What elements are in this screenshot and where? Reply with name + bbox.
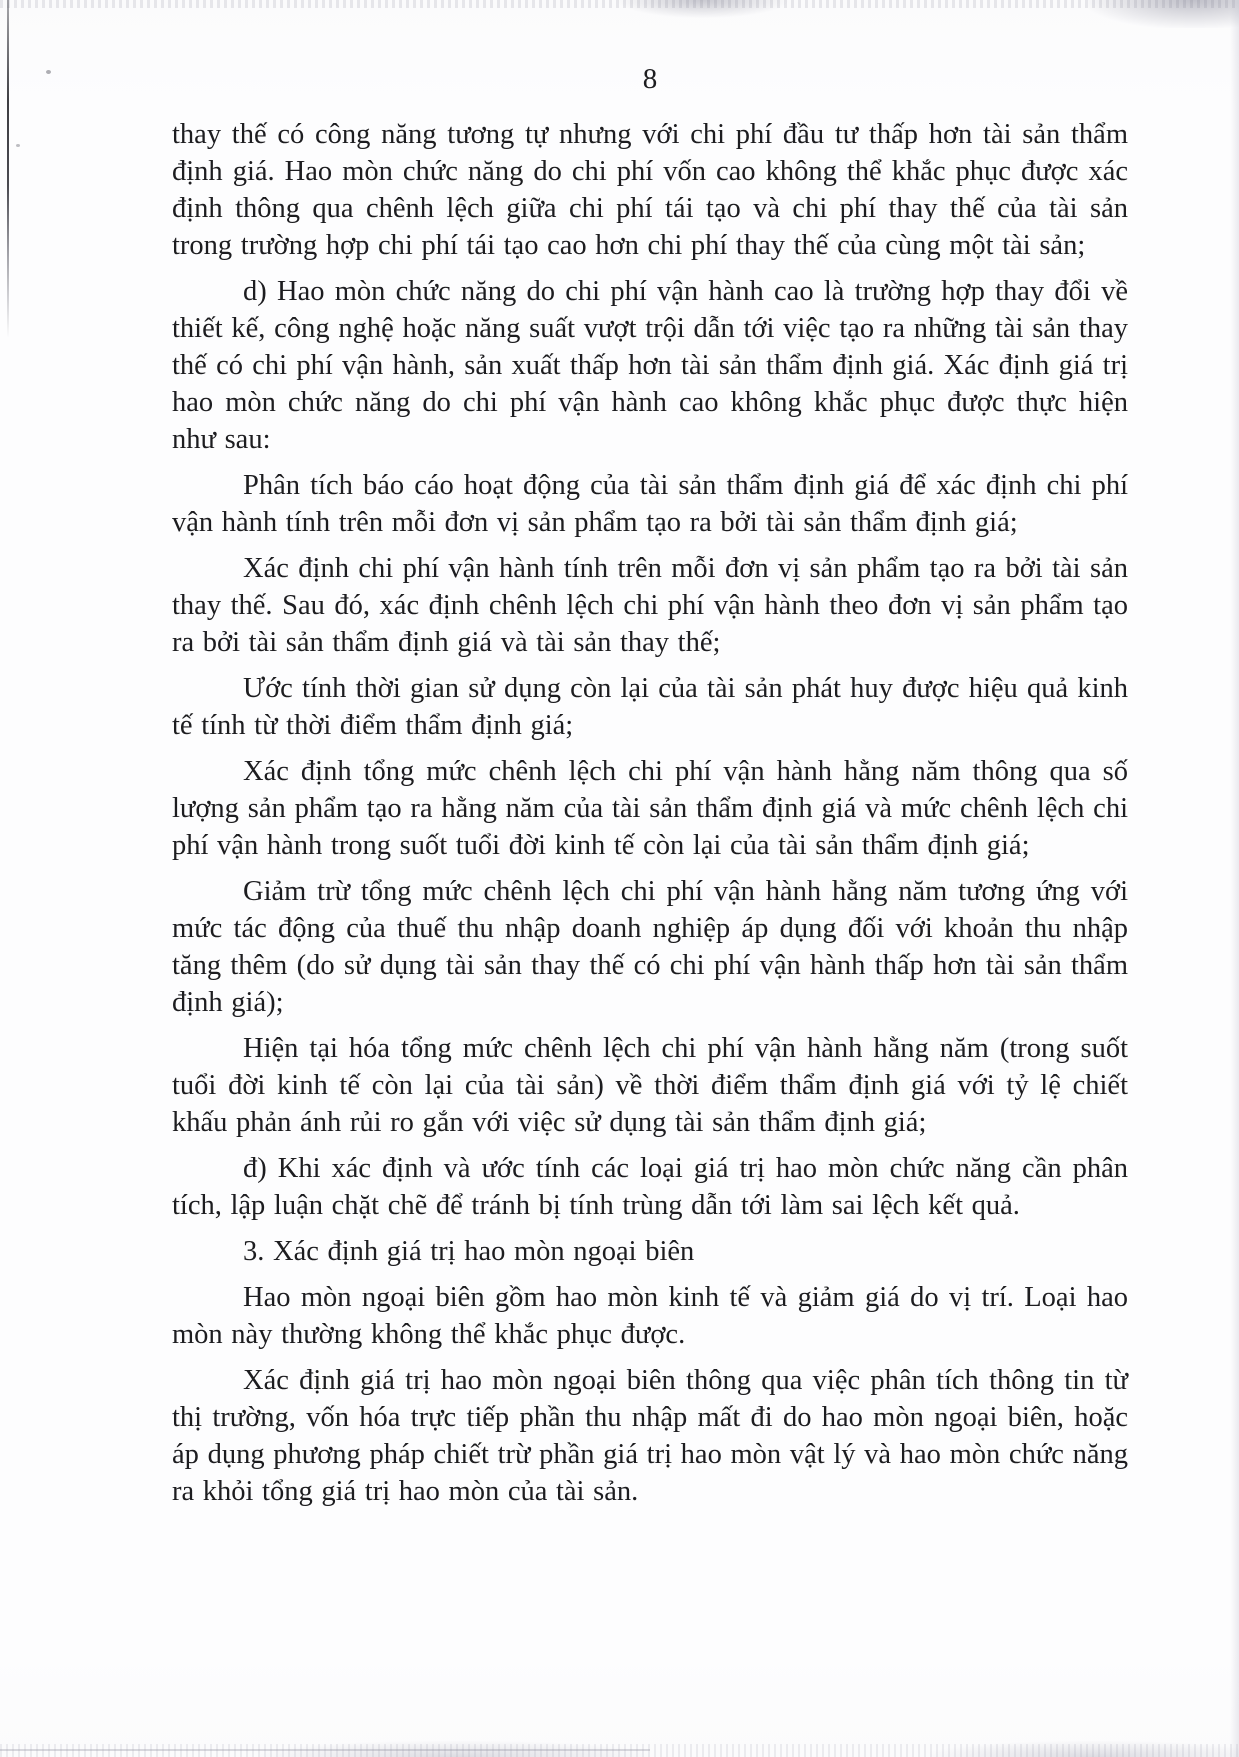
paragraph: Hao mòn ngoại biên gồm hao mòn kinh tế và giảm giá do vị trí. Loại hao mòn này thường không thể khắc phục được.: [172, 1282, 1128, 1350]
scan-noise-bottom-edge: [0, 1744, 1239, 1757]
scan-speck: [16, 144, 20, 147]
scan-smudge-top-center: [618, 0, 788, 18]
scan-shadow-right-edge: [1230, 0, 1239, 1757]
scan-smudge-top-right: [1088, 0, 1239, 28]
paragraph: d) Hao mòn chức năng do chi phí vận hành cao là trường hợp thay đổi về thiết kế, công nghệ hoặc năng suất vượt trội dẫn tới việc tạo ra những tài sản thay thế có chi phí vận hành, sản xuất thấp hơn tài sản thẩm định giá. Xác định giá trị hao mòn chức năng do chi phí vận hành cao không khắc phục được thực hiện như sau:: [172, 276, 1128, 455]
scan-line-bottom-edge: [0, 1749, 650, 1751]
paragraph: Xác định tổng mức chênh lệch chi phí vận hành hằng năm thông qua số lượng sản phẩm tạo ra hằng năm của tài sản thẩm định giá và mức chênh lệch chi phí vận hành trong suốt tuổi đời kinh tế còn lại của tài sản thẩm định giá;: [172, 756, 1128, 861]
paragraph: Xác định chi phí vận hành tính trên mỗi đơn vị sản phẩm tạo ra bởi tài sản thay thế. Sau đó, xác định chênh lệch chi phí vận hành theo đơn vị sản phẩm tạo ra bởi tài sản thẩm định giá và tài sản thay thế;: [172, 553, 1128, 658]
scan-smudge-bottom-left: [260, 1741, 650, 1757]
paragraph: Phân tích báo cáo hoạt động của tài sản thẩm định giá để xác định chi phí vận hành tính trên mỗi đơn vị sản phẩm tạo ra bởi tài sản thẩm định giá;: [172, 470, 1128, 538]
scan-noise-top-edge: [0, 0, 1239, 8]
page-number: 8: [642, 63, 658, 95]
paragraph: Giảm trừ tổng mức chênh lệch chi phí vận hành hằng năm tương ứng với mức tác động của thuế thu nhập doanh nghiệp áp dụng đối với khoản thu nhập tăng thêm (do sử dụng tài sản thay thế có chi phí vận hành thấp hơn tài sản thẩm định giá);: [172, 876, 1128, 1018]
scan-speck: [46, 70, 51, 74]
scan-line-left-edge: [7, 0, 9, 338]
paragraph: Hiện tại hóa tổng mức chênh lệch chi phí vận hành hằng năm (trong suốt tuổi đời kinh tế còn lại của tài sản) về thời điểm thẩm định giá với tỷ lệ chiết khấu phản ánh rủi ro gắn với việc sử dụng tài sản thẩm định giá;: [172, 1033, 1128, 1138]
paragraph: thay thế có công năng tương tự nhưng với chi phí đầu tư thấp hơn tài sản thẩm định giá. Hao mòn chức năng do chi phí vốn cao không thể khắc phục được xác định thông qua chênh lệch giữa chi phí tái tạo và chi phí thay thế của tài sản trong trường hợp chi phí tái tạo cao hơn chi phí thay thế của cùng một tài sản;: [172, 119, 1128, 261]
scan-smudge-bottom-right: [930, 1741, 1239, 1757]
document-body: [172, 116, 1128, 1519]
paragraph: đ) Khi xác định và ước tính các loại giá trị hao mòn chức năng cần phân tích, lập luận chặt chẽ để tránh bị tính trùng dẫn tới làm sai lệch kết quả.: [172, 1153, 1128, 1221]
paragraph: 3. Xác định giá trị hao mòn ngoại biên: [243, 1236, 695, 1267]
paragraph: Xác định giá trị hao mòn ngoại biên thông qua việc phân tích thông tin từ thị trường, vốn hóa trực tiếp phần thu nhập mất đi do hao mòn ngoại biên, hoặc áp dụng phương pháp chiết trừ phần giá trị hao mòn vật lý và hao mòn chức năng ra khỏi tổng giá trị hao mòn của tài sản.: [172, 1365, 1128, 1507]
paragraph: Ước tính thời gian sử dụng còn lại của tài sản phát huy được hiệu quả kinh tế tính từ thời điểm thẩm định giá;: [172, 673, 1128, 741]
